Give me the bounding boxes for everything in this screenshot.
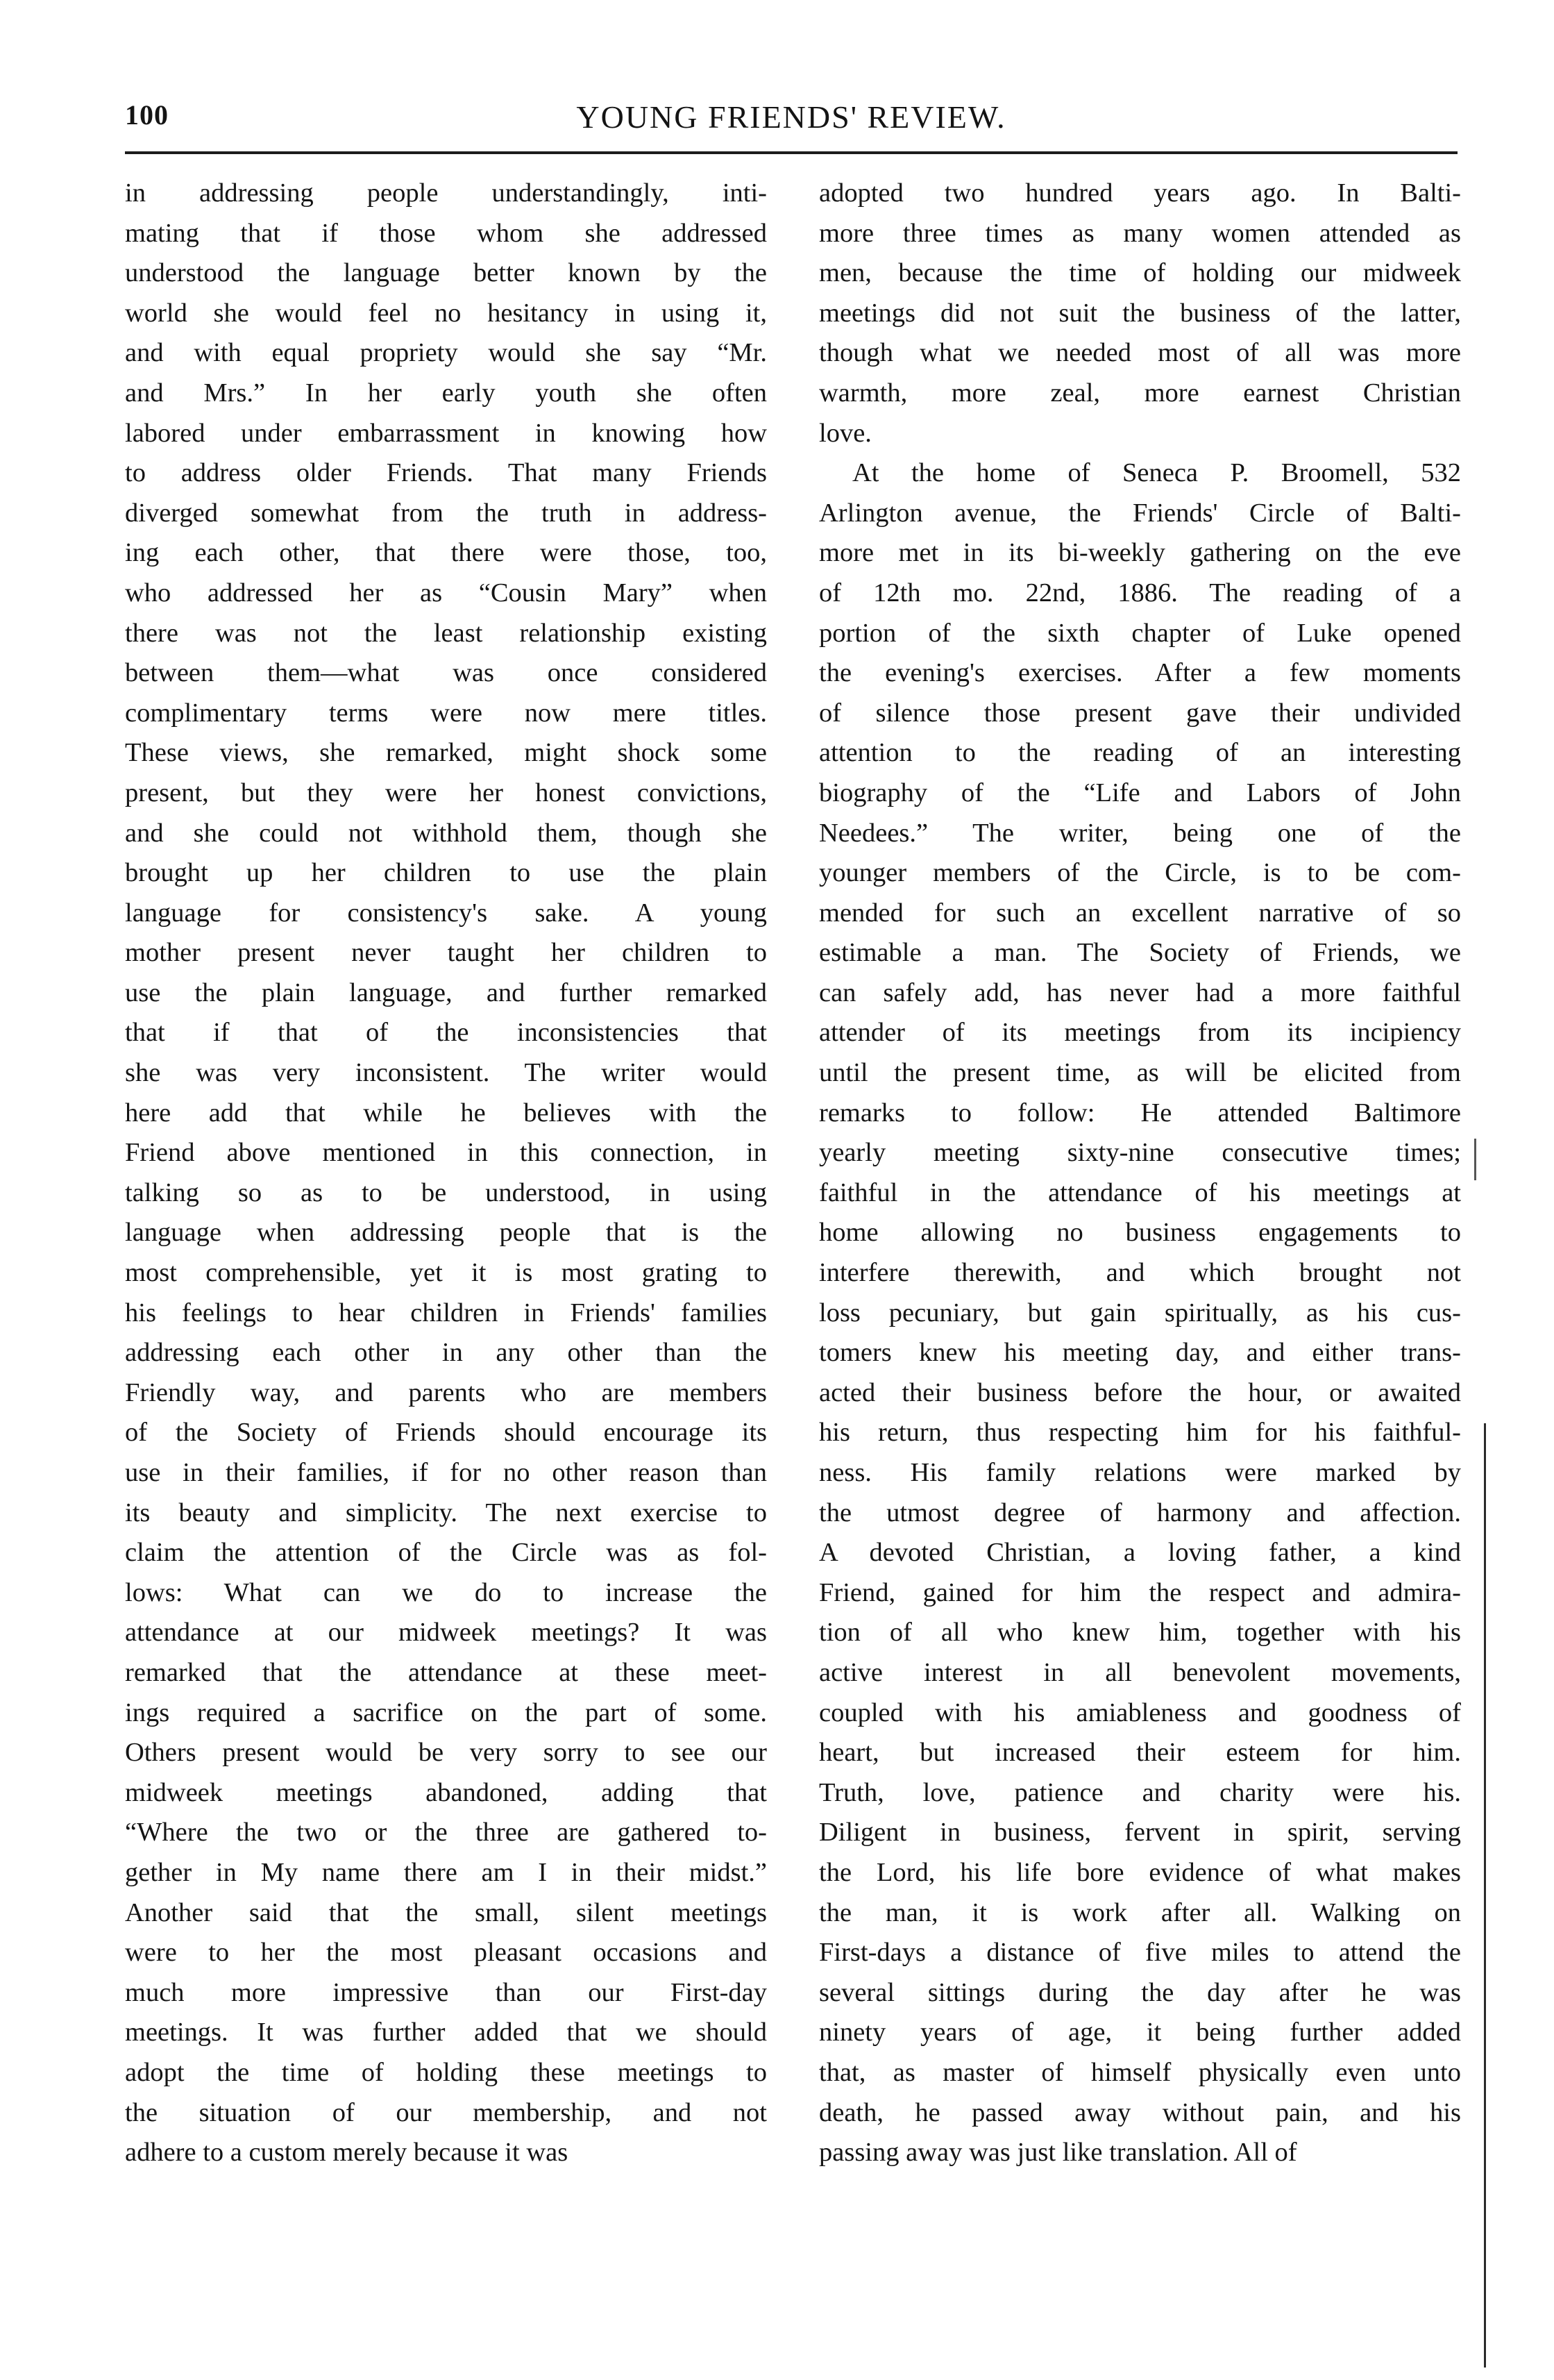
text-line: use the plain language, and further remarked (125, 978, 767, 1007)
text-line: ninety years of age, it being further added (819, 2018, 1461, 2047)
text-line: active interest in all benevolent movements, (819, 1657, 1461, 1687)
text-line: she was very inconsistent. The writer would (125, 1058, 767, 1088)
text-line: attendance at our midweek meetings? It was (125, 1618, 767, 1648)
text-line: complimentary terms were now mere titles. (125, 698, 767, 728)
text-line: language for consistency's sake. A young (125, 898, 767, 928)
text-line: and with equal propriety would she say “Mr. (125, 338, 767, 368)
text-line: brought up her children to use the plain (125, 858, 767, 888)
text-line: Arlington avenue, the Friends' Circle of Balti- (819, 498, 1461, 528)
right-column (819, 174, 1461, 2312)
text-line: use in their families, if for no other reason than (125, 1458, 767, 1487)
text-line: in addressing people understandingly, inti- (125, 178, 767, 208)
text-line: were to her the most pleasant occasions and (125, 1938, 767, 1968)
text-line: until the present time, as will be elicited from (819, 1058, 1461, 1088)
text-line: can safely add, has never had a more faithful (819, 978, 1461, 1007)
text-line: here add that while he believes with the (125, 1098, 767, 1128)
text-line: tomers knew his meeting day, and either trans- (819, 1338, 1461, 1368)
text-line: Friend above mentioned in this connection, in (125, 1138, 767, 1168)
text-line: lows: What can we do to increase the (125, 1577, 767, 1607)
margin-rule (1484, 1423, 1486, 2368)
text-line: present, but they were her honest convictions, (125, 778, 767, 807)
text-line: the man, it is work after all. Walking on (819, 1897, 1461, 1927)
header-rule (125, 151, 1458, 154)
text-line: loss pecuniary, but gain spiritually, as his cus- (819, 1298, 1461, 1327)
text-line: “Where the two or the three are gathered to- (125, 1818, 767, 1847)
text-line: more met in its bi-weekly gathering on the eve (819, 538, 1461, 568)
text-line: most comprehensible, yet it is most grating to (125, 1258, 767, 1288)
text-line: midweek meetings abandoned, adding that (125, 1777, 767, 1807)
text-line: faithful in the attendance of his meetings at (819, 1178, 1461, 1207)
text-line: Friend, gained for him the respect and admira- (819, 1577, 1461, 1607)
text-line: love. (819, 418, 872, 448)
text-line: warmth, more zeal, more earnest Christian (819, 378, 1461, 408)
text-line: and she could not withhold them, though she (125, 818, 767, 848)
text-line: At the home of Seneca P. Broomell, 532 (852, 458, 1461, 488)
text-line: who addressed her as “Cousin Mary” when (125, 578, 767, 607)
text-line: addressing each other in any other than the (125, 1338, 767, 1368)
left-column (125, 174, 767, 2312)
text-line: mother present never taught her children to (125, 938, 767, 968)
text-line: biography of the “Life and Labors of John (819, 778, 1461, 807)
text-line: the evening's exercises. After a few moments (819, 658, 1461, 688)
text-line: the utmost degree of harmony and affection. (819, 1498, 1461, 1527)
text-line: that, as master of himself physically even unto (819, 2057, 1461, 2087)
text-line: language when addressing people that is the (125, 1218, 767, 1248)
text-line: Diligent in business, fervent in spirit, serving (819, 1818, 1461, 1847)
text-line: A devoted Christian, a loving father, a kind (819, 1538, 1461, 1568)
text-line: labored under embarrassment in knowing how (125, 418, 767, 448)
text-line: his return, thus respecting him for his faithful- (819, 1418, 1461, 1448)
text-line: gether in My name there am I in their midst.” (125, 1857, 767, 1887)
text-line: heart, but increased their esteem for him. (819, 1738, 1461, 1768)
page-header (125, 99, 1458, 140)
text-line: attention to the reading of an interesting (819, 738, 1461, 768)
text-line: the situation of our membership, and not (125, 2097, 767, 2127)
text-line: attender of its meetings from its incipiency (819, 1018, 1461, 1048)
text-line: coupled with his amiableness and goodness of (819, 1698, 1461, 1727)
text-line: diverged somewhat from the truth in address- (125, 498, 767, 528)
text-line: meetings. It was further added that we should (125, 2018, 767, 2047)
text-line: passing away was just like translation. All of (819, 2138, 1297, 2168)
text-line: its beauty and simplicity. The next exercise to (125, 1498, 767, 1527)
text-line: meetings did not suit the business of the latter, (819, 298, 1461, 328)
text-line: several sittings during the day after he was (819, 1977, 1461, 2007)
text-line: ings required a sacrifice on the part of some. (125, 1698, 767, 1727)
text-line: talking so as to be understood, in using (125, 1178, 767, 1207)
text-line: remarks to follow: He attended Baltimore (819, 1098, 1461, 1128)
text-line: home allowing no business engagements to (819, 1218, 1461, 1248)
text-line: world she would feel no hesitancy in using it, (125, 298, 767, 328)
text-line: adopted two hundred years ago. In Balti- (819, 178, 1461, 208)
text-line: Truth, love, patience and charity were his. (819, 1777, 1461, 1807)
text-line: younger members of the Circle, is to be com- (819, 858, 1461, 888)
text-line: Friendly way, and parents who are members (125, 1377, 767, 1407)
text-line: between them—what was once considered (125, 658, 767, 688)
text-line: interfere therewith, and which brought not (819, 1258, 1461, 1288)
text-line: mating that if those whom she addressed (125, 218, 767, 248)
text-line: mended for such an excellent narrative of so (819, 898, 1461, 928)
text-line: to address older Friends. That many Friends (125, 458, 767, 488)
text-line: estimable a man. The Society of Friends, we (819, 938, 1461, 968)
text-line: adhere to a custom merely because it was (125, 2138, 568, 2168)
text-line: acted their business before the hour, or awaited (819, 1377, 1461, 1407)
page-number: 100 (125, 99, 169, 131)
text-line: ness. His family relations were marked by (819, 1458, 1461, 1487)
text-line: claim the attention of the Circle was as fol- (125, 1538, 767, 1568)
text-line: portion of the sixth chapter of Luke opened (819, 618, 1461, 648)
text-line: and Mrs.” In her early youth she often (125, 378, 767, 408)
text-line: Others present would be very sorry to see our (125, 1738, 767, 1768)
text-line: his feelings to hear children in Friends' families (125, 1298, 767, 1327)
text-line: adopt the time of holding these meetings to (125, 2057, 767, 2087)
text-line: of silence those present gave their undivided (819, 698, 1461, 728)
text-line: there was not the least relationship existing (125, 618, 767, 648)
text-line: though what we needed most of all was more (819, 338, 1461, 368)
text-line: These views, she remarked, might shock some (125, 738, 767, 768)
text-line: yearly meeting sixty-nine consecutive times; (819, 1138, 1461, 1168)
text-line: that if that of the inconsistencies that (125, 1018, 767, 1048)
text-line: much more impressive than our First-day (125, 1977, 767, 2007)
text-line: of the Society of Friends should encourage its (125, 1418, 767, 1448)
text-line: First-days a distance of five miles to attend the (819, 1938, 1461, 1968)
text-line: of 12th mo. 22nd, 1886. The reading of a (819, 578, 1461, 607)
text-line: tion of all who knew him, together with his (819, 1618, 1461, 1648)
text-line: Needees.” The writer, being one of the (819, 818, 1461, 848)
text-line: the Lord, his life bore evidence of what makes (819, 1857, 1461, 1887)
text-line: remarked that the attendance at these meet- (125, 1657, 767, 1687)
text-line: understood the language better known by the (125, 258, 767, 288)
text-line: men, because the time of holding our midweek (819, 258, 1461, 288)
running-title: YOUNG FRIENDS' REVIEW. (576, 99, 1006, 135)
text-line: Another said that the small, silent meetings (125, 1897, 767, 1927)
text-line: ing each other, that there were those, too, (125, 538, 767, 568)
margin-mark (1474, 1139, 1476, 1180)
text-line: more three times as many women attended as (819, 218, 1461, 248)
text-line: death, he passed away without pain, and his (819, 2097, 1461, 2127)
